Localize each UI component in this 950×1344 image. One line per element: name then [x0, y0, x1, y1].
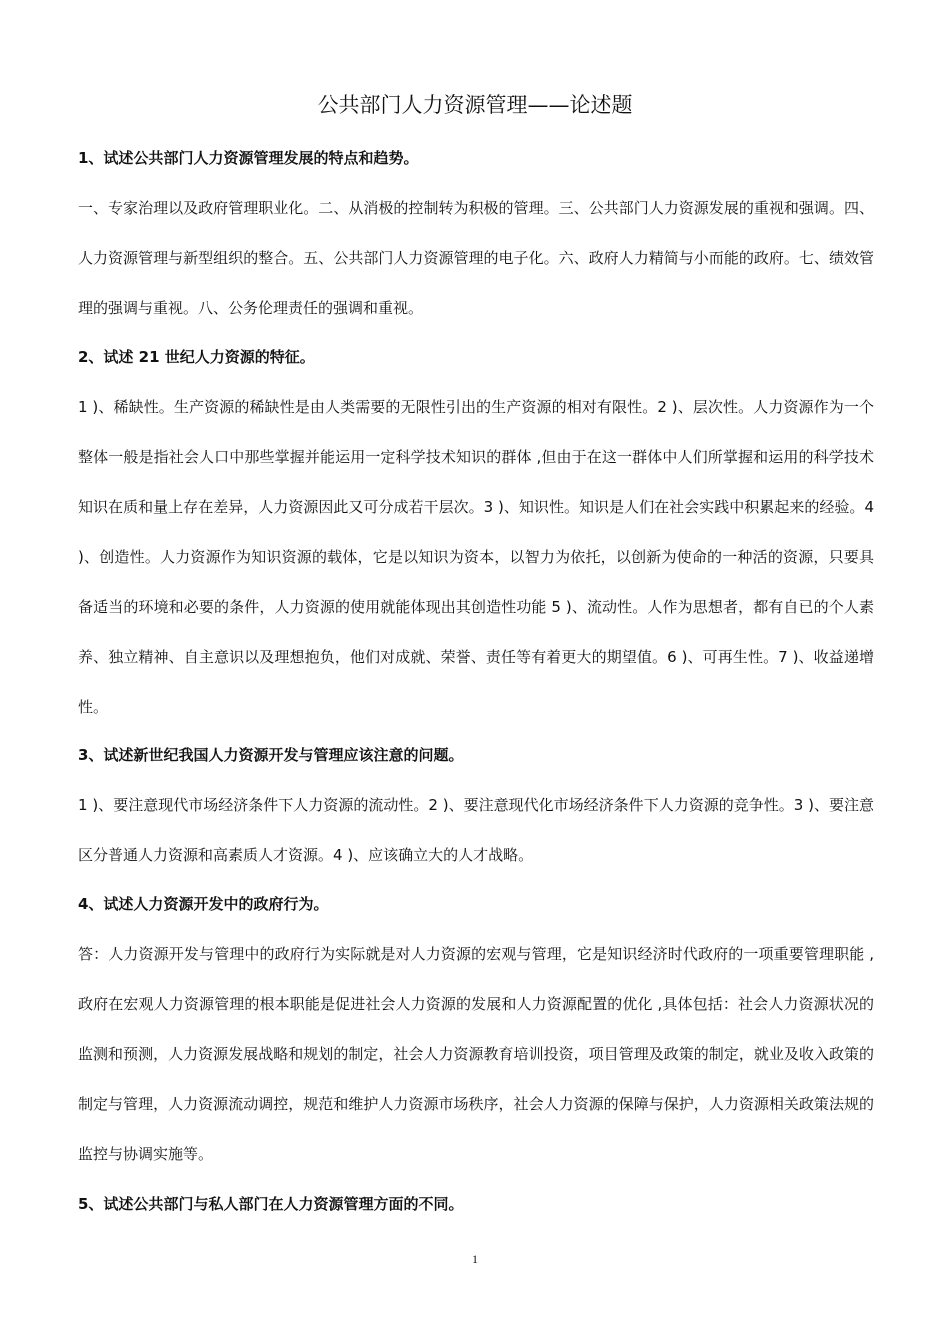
question-heading-3: 3、试述新世纪我国人力资源开发与管理应该注意的问题。 [78, 746, 464, 764]
answer-paragraph-2: 1 )、稀缺性。生产资源的稀缺性是由人类需要的无限性引出的生产资源的相对有限性。2 )、层次性。人力资源作为一个整体一般是指社会人口中那些掌握并能运用一定科学技术知识的群体 ,但由于在这一群体中人们所掌握和运用的科学技术知识在质和量上存在差异，人力资源因此又可分成若干层次。3 )、知识性。知识是人们在社会实践中积累起来的经验。4 )、创造性。人力资源作为知识资源的载体，它是以知识为资本，以智力为依托，以创新为使命的一种活的资源，只要具备适当的环境和必要的条件，人力资源的使用就能体现出其创造性功能 5 )、流动性。人作为思想者，都有自已的个人素养、独立精神、自主意识以及理想抱负，他们对成就、荣誉、责任等有着更大的期望值。6 )、可再生性。7 )、收益递增性。 [78, 398, 874, 716]
document-title: 公共部门人力资源管理——论述题 [317, 93, 633, 117]
answer-paragraph-3: 1 )、要注意现代市场经济条件下人力资源的流动性。2 )、要注意现代化市场经济条件下人力资源的竞争性。3 )、要注意区分普通人力资源和高素质人才资源。4 )、应该确立大的人才战略。 [78, 796, 874, 864]
question-heading-1: 1、试述公共部门人力资源管理发展的特点和趋势。 [78, 149, 419, 167]
question-heading-4: 4、试述人力资源开发中的政府行为。 [78, 895, 329, 913]
question-heading-5: 5、试述公共部门与私人部门在人力资源管理方面的不同。 [78, 1195, 464, 1213]
page-number: 1 [472, 1252, 478, 1266]
answer-paragraph-4: 答：人力资源开发与管理中的政府行为实际就是对人力资源的宏观与管理，它是知识经济时代政府的一项重要管理职能 ,政府在宏观人力资源管理的根本职能是促进社会人力资源的发展和人力资源配置的优化 ,具体包括：社会人力资源状况的监测和预测，人力资源发展战略和规划的制定，社会人力资源教育培训投资，项目管理及政策的制定，就业及收入政策的制定与管理，人力资源流动调控，规范和维护人力资源市场秩序，社会人力资源的保障与保护，人力资源相关政策法规的监控与协调实施等。 [78, 945, 874, 1163]
answer-paragraph-1: 一、专家治理以及政府管理职业化。二、从消极的控制转为积极的管理。三、公共部门人力资源发展的重视和强调。四、人力资源管理与新型组织的整合。五、公共部门人力资源管理的电子化。六、政府人力精简与小而能的政府。七、绩效管理的强调与重视。八、公务伦理责任的强调和重视。 [78, 199, 874, 317]
question-heading-2: 2、试述 21 世纪人力资源的特征。 [78, 348, 315, 366]
